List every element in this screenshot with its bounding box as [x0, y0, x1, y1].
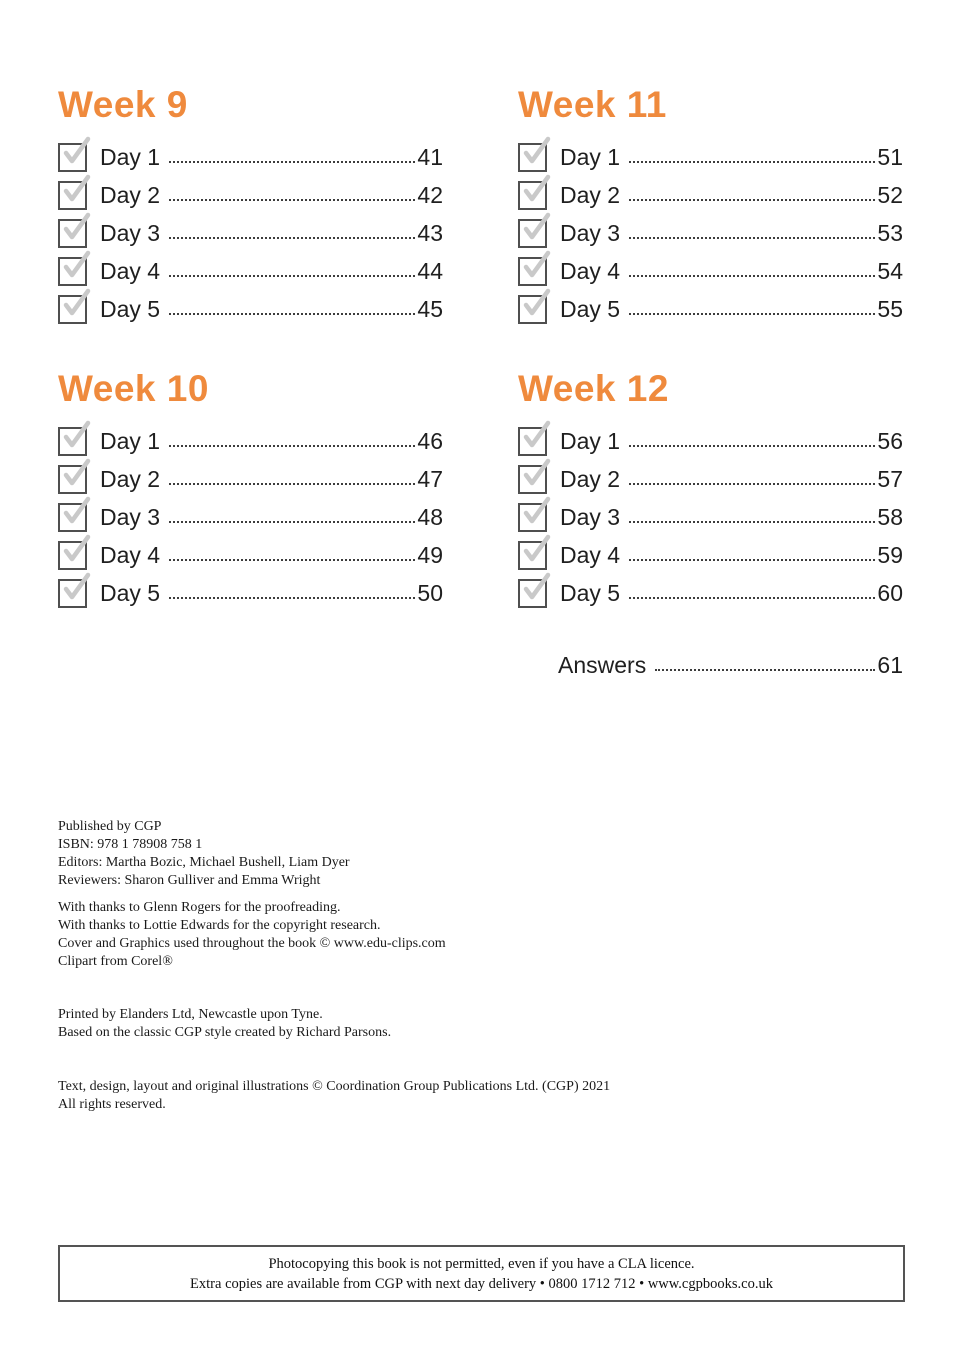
- check-icon: [521, 137, 551, 167]
- toc-row: [58, 252, 443, 290]
- rights-reserved: All rights reserved.: [58, 1097, 166, 1112]
- dotted-leader: [629, 237, 875, 239]
- section-title: Week 11: [518, 84, 667, 125]
- toc-item-label: Day 3: [100, 219, 161, 246]
- clipart-credit: Clipart from Corel®: [58, 954, 173, 969]
- dotted-leader: [629, 521, 875, 523]
- check-icon: [521, 573, 551, 603]
- toc-item-label: Day 4: [100, 541, 161, 568]
- section-week-12: [518, 369, 903, 684]
- toc-item-label: Day 1: [560, 143, 621, 170]
- check-icon: [61, 175, 91, 205]
- day-checkbox[interactable]: [518, 579, 547, 608]
- thanks-copyright: With thanks to Lottie Edwards for the copyright research.: [58, 918, 381, 933]
- toc-item-page: 42: [417, 181, 443, 208]
- dotted-leader: [169, 559, 415, 561]
- toc-item-label: Day 5: [100, 295, 161, 322]
- toc-item-label: Day 5: [560, 295, 621, 322]
- dotted-leader: [655, 669, 875, 671]
- cover-credit: Cover and Graphics used throughout the book © www.edu-clips.com: [58, 936, 446, 951]
- dotted-leader: [629, 161, 875, 163]
- toc-item-page: 58: [877, 503, 903, 530]
- check-icon: [61, 289, 91, 319]
- toc-row: [58, 176, 443, 214]
- day-checkbox[interactable]: [58, 257, 87, 286]
- answers-label: Answers: [558, 651, 647, 678]
- toc-item-label: Day 5: [560, 579, 621, 606]
- toc-item-page: 54: [877, 257, 903, 284]
- day-checkbox[interactable]: [58, 181, 87, 210]
- credits-block: [58, 854, 903, 890]
- day-checkbox[interactable]: [518, 295, 547, 324]
- colophon: [58, 818, 903, 1114]
- notice-line-2: Extra copies are available from CGP with next day delivery • 0800 1712 712 • www.cgpbooks.co.uk: [190, 1275, 773, 1292]
- toc-item-page: 41: [417, 143, 443, 170]
- toc-row: [518, 536, 903, 574]
- toc-item-page: 51: [877, 143, 903, 170]
- toc-row: [58, 574, 443, 612]
- dotted-leader: [629, 445, 875, 447]
- toc-row: [518, 138, 903, 176]
- day-checkbox[interactable]: [518, 181, 547, 210]
- day-checkbox[interactable]: [58, 295, 87, 324]
- toc-row: [518, 574, 903, 612]
- toc-item-page: 43: [417, 219, 443, 246]
- thanks-proofreading: With thanks to Glenn Rogers for the proofreading.: [58, 900, 341, 915]
- check-icon: [521, 175, 551, 205]
- dotted-leader: [629, 559, 875, 561]
- dotted-leader: [629, 483, 875, 485]
- toc-answers-row: [518, 646, 903, 684]
- dotted-leader: [169, 521, 415, 523]
- toc-item-page: 48: [417, 503, 443, 530]
- dotted-leader: [629, 199, 875, 201]
- toc-item-page: 55: [877, 295, 903, 322]
- check-icon: [61, 497, 91, 527]
- copyright-line: Text, design, layout and original illustrations © Coordination Group Publications Ltd. (CGP) 2021: [58, 1079, 611, 1094]
- dotted-leader: [629, 313, 875, 315]
- toc-item-label: Day 5: [100, 579, 161, 606]
- toc-item-label: Day 2: [560, 465, 621, 492]
- toc-row: [58, 138, 443, 176]
- editors: Editors: Martha Bozic, Michael Bushell, Liam Dyer: [58, 855, 350, 870]
- toc-row: [58, 536, 443, 574]
- toc-item-page: 50: [417, 579, 443, 606]
- toc-item-page: 47: [417, 465, 443, 492]
- check-icon: [521, 497, 551, 527]
- isbn: ISBN: 978 1 78908 758 1: [58, 837, 203, 852]
- day-checkbox[interactable]: [518, 541, 547, 570]
- toc-item-page: 52: [877, 181, 903, 208]
- check-icon: [521, 213, 551, 243]
- toc-row: [58, 460, 443, 498]
- published-by: Published by CGP: [58, 819, 162, 834]
- check-icon: [61, 421, 91, 451]
- section-title: Week 10: [58, 368, 209, 409]
- photocopying-notice-box: [58, 1245, 905, 1302]
- toc-item-label: Day 4: [100, 257, 161, 284]
- toc-item-page: 53: [877, 219, 903, 246]
- toc-item-page: 56: [877, 427, 903, 454]
- check-icon: [61, 573, 91, 603]
- section-title: Week 12: [518, 368, 669, 409]
- dotted-leader: [169, 445, 415, 447]
- toc-row: [58, 290, 443, 328]
- section-title: Week 9: [58, 84, 188, 125]
- check-icon: [61, 251, 91, 281]
- toc-item-label: Day 2: [560, 181, 621, 208]
- dotted-leader: [169, 161, 415, 163]
- check-icon: [521, 535, 551, 565]
- toc-row: [518, 290, 903, 328]
- check-icon: [521, 251, 551, 281]
- toc-row: [518, 214, 903, 252]
- toc-item-label: Day 1: [100, 143, 161, 170]
- toc-item-page: 59: [877, 541, 903, 568]
- check-icon: [521, 459, 551, 489]
- toc-row: [58, 214, 443, 252]
- section-week-10: [58, 369, 443, 684]
- toc-item-label: Day 4: [560, 257, 621, 284]
- printed-by: Printed by Elanders Ltd, Newcastle upon Tyne.: [58, 1007, 323, 1022]
- day-checkbox[interactable]: [518, 427, 547, 456]
- dotted-leader: [629, 597, 875, 599]
- check-icon: [61, 137, 91, 167]
- day-checkbox[interactable]: [58, 541, 87, 570]
- day-checkbox[interactable]: [58, 219, 87, 248]
- day-checkbox[interactable]: [58, 143, 87, 172]
- dotted-leader: [169, 313, 415, 315]
- dotted-leader: [169, 597, 415, 599]
- day-checkbox[interactable]: [518, 143, 547, 172]
- day-checkbox[interactable]: [518, 465, 547, 494]
- day-checkbox[interactable]: [518, 503, 547, 532]
- section-week-11: [518, 85, 903, 328]
- toc-item-label: Day 1: [560, 427, 621, 454]
- toc-row: [58, 498, 443, 536]
- toc-item-page: 57: [877, 465, 903, 492]
- toc-row: [518, 498, 903, 536]
- dotted-leader: [169, 483, 415, 485]
- dotted-leader: [169, 199, 415, 201]
- artwork-credits-block: [58, 935, 903, 971]
- printing-block: [58, 1006, 903, 1042]
- toc-row: [518, 460, 903, 498]
- toc-row: [518, 176, 903, 214]
- dotted-leader: [169, 275, 415, 277]
- toc-row: [518, 422, 903, 460]
- day-checkbox[interactable]: [58, 503, 87, 532]
- toc-item-label: Day 3: [100, 503, 161, 530]
- based-on: Based on the classic CGP style created by Richard Parsons.: [58, 1025, 392, 1040]
- toc-item-label: Day 3: [560, 503, 621, 530]
- check-icon: [61, 213, 91, 243]
- day-checkbox[interactable]: [58, 579, 87, 608]
- answers-page: 61: [877, 651, 903, 678]
- toc-item-label: Day 1: [100, 427, 161, 454]
- toc-item-page: 46: [417, 427, 443, 454]
- check-icon: [521, 289, 551, 319]
- section-week-9: [58, 85, 443, 328]
- toc-item-page: 60: [877, 579, 903, 606]
- dotted-leader: [169, 237, 415, 239]
- check-icon: [521, 421, 551, 451]
- toc-item-page: 45: [417, 295, 443, 322]
- toc-item-label: Day 2: [100, 181, 161, 208]
- toc-row: [58, 422, 443, 460]
- day-checkbox[interactable]: [518, 219, 547, 248]
- day-checkbox[interactable]: [58, 427, 87, 456]
- toc-item-label: Day 3: [560, 219, 621, 246]
- toc-item-page: 49: [417, 541, 443, 568]
- day-checkbox[interactable]: [58, 465, 87, 494]
- dotted-leader: [629, 275, 875, 277]
- check-icon: [61, 535, 91, 565]
- notice-line-1: Photocopying this book is not permitted, even if you have a CLA licence.: [268, 1255, 695, 1272]
- reviewers: Reviewers: Sharon Gulliver and Emma Wright: [58, 873, 321, 888]
- toc-item-page: 44: [417, 257, 443, 284]
- toc-item-label: Day 4: [560, 541, 621, 568]
- check-icon: [61, 459, 91, 489]
- toc-item-label: Day 2: [100, 465, 161, 492]
- day-checkbox[interactable]: [518, 257, 547, 286]
- toc-row: [518, 252, 903, 290]
- copyright-block: [58, 1078, 903, 1114]
